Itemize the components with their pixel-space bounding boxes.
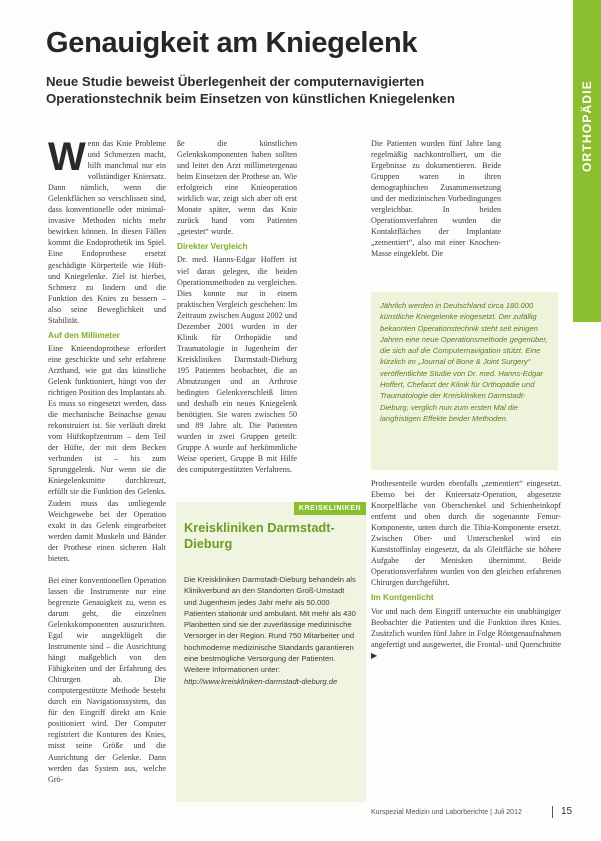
- text-column-1: [48, 135, 167, 785]
- info-box-web-intro: Weitere Informationen unter:: [184, 665, 281, 675]
- paragraph: Dr. med. Hanns-Edgar Hoffert ist viel daran gelegen, die beiden Operationsmethoden zu vergleichen. Dies konnte nur in einem praktischen Vergleich geschehen: Im Zeitraum zwischen August 2002 und Dezember 2001 wurden in der Klinik für Orthopädie und Traumatologie in Jugenheim der Kreiskliniken Darmstadt-Dieburg 195 Patienten beobachtet, die an Abnutzungen und an Arthrose bedingten Gelenkverschleiß litten und deshalb ein neues Kniegelenk benötigten. Sie waren zwischen 50 und 89 Jahre alt. Die Patienten wurden in zwei Gruppen geteilt: Gruppe A wurde auf herkömmliche Weise operiert, Gruppe B mit Hilfe des computergestützten Verfahrens.: [177, 255, 297, 475]
- info-box-title: Kreiskliniken Darmstadt-Dieburg: [184, 520, 335, 551]
- continue-arrow-icon: ▶: [371, 650, 378, 660]
- subtitle-millimeter: Auf den Millimeter: [48, 329, 120, 340]
- info-box-text: Die Kreiskliniken Darmstadt-Dieburg behandeln als Klinikverbund an den Standorten Groß-Umstadt und Jugenheim jedes Jahr mehr als 50.000 Patienten stationär und ambulant. Mit mehr als 430 Planbetten sind sie der zuverlässige medizinische Versorger in der Region. Rund 750 Mitarbeiter und hochmoderne medizinische Standards garantieren eine bestmögliche Versorgung der Patienten.: [184, 575, 356, 664]
- info-box: [176, 502, 366, 802]
- subhead-line-1: Neue Studie beweist Überlegenheit der computernavigierten: [46, 74, 425, 89]
- quote-text: Jährlich werden in Deutschland circa 180.000 künstliche Kniegelenke eingesetzt. Der zufällig bekannten Operationstechnik steht seit einigen Jahren eine neue Operationsmethode gegenüber, die sich auf die Computernavigation stützt. Eine kürzlich im „Journal of Bone & Joint Surgery“ veröffentlichte Studie von Dr. med. Hanns-Edgar Hoffert, Chefarzt der Klinik für Orthopädie und Traumatologie der Kreiskliniken Darmstadt-Dieburg, verglich nun zum ersten Mal die langfristigen Effekte beider Methoden.: [380, 301, 548, 423]
- section-ribbon: [573, 0, 601, 322]
- info-box-body: [184, 574, 356, 687]
- dropcap: W: [48, 135, 86, 179]
- paragraph: Bei einer konventionellen Operation lassen die Instrumente nur eine begrenzte Genauigkeit zu, wenn es darum geht, die einzelnen Gelenkskomponenten auszurichten. Egal wie ausgeklügelt die Instrumente sind – die Ausrichtung hängt maßgeblich von den Fähigkeiten und der Erfahrung des Chirurgen ab. Die computergestützte Methode besteht durch ein Navigationssystem, das für den Eingriff direkt am Knie positioniert wird. Der Computer registriert die Konturen des Knies, misst seine Größe und die Ausrichtung der Gelenke. Dann werden das System aus, welche Grö-: [48, 575, 166, 784]
- text-column-3: [371, 138, 501, 260]
- page-number: 15: [561, 806, 573, 817]
- footer-divider: [552, 806, 553, 818]
- article-headline: Genauigkeit am Kniegelenk: [46, 27, 418, 59]
- subhead-line-2: Operationstechnik beim Einsetzen von künstlichen Kniegelenken: [46, 91, 455, 106]
- paragraph: Vor und nach dem Eingriff untersuchte ein unabhängiger Beobachter die Patienten und die Funktion ihres Knies. Zusätzlich wurden fünf Jahre in Folge Röntgenaufnahmen angefertigt und ausgewertet, die Frontal- und Querschnitte ▶: [371, 606, 561, 660]
- section-tag: ORTHOPÄDIE: [580, 79, 595, 173]
- article-subhead: [46, 73, 561, 107]
- pull-quote: [371, 292, 558, 470]
- paragraph: ße die künstlichen Gelenkskomponenten haben sollten und leitet den Arzt millimetergenau beim Einsetzen der Prothese an. Wie erfolgreich eine Knieoperation wirklich war, zeigt sich aber oft erst Monate später, wenn das Knie zurück hand vom Patienten „getestet“ wurde.: [177, 139, 297, 237]
- subtitle-roentgen: Im Kontgenlicht: [371, 592, 434, 603]
- text-column-3-continued: [371, 478, 561, 661]
- info-box-url[interactable]: http://www.kreiskliniken-darmstadt-dieburg.de: [184, 676, 338, 686]
- footer-text: Kurspezial Medizin und Laborberichte | Juli 2012: [371, 809, 522, 816]
- text-column-2: [177, 138, 297, 475]
- info-box-label: KREISKLINIKEN: [294, 502, 366, 515]
- paragraph: Die Patienten wurden fünf Jahre lang regelmäßig nachkontrolliert, um die Ergebnisse zu dokumentieren. Beide Gruppen waren in ihren demographischen Zusammensetzung und der medizinischen Vorbedingungen vergleichbar. In beiden Operationsverfahren wurden die Kontaktflächen der Implantate „zementiert“, also mit einer Knochen-Masse eingeklebt. Die: [371, 139, 501, 259]
- intro-paragraph: Wenn das Knie Probleme und Schmerzen macht, hilft manchmal nur ein vollständiger Kniersatz. Dann nämlich, wenn die Gelenkflächen so verschlissen sind, dass konventionelle oder minimal-invasive Methoden nichts mehr bewirken können. In diesen Fällen kommt die Endoprothetik ins Spiel. Eine Endoprothese ersetzt geschädigte Körperteile wie Hüft- und Kniegelenke. Ziel ist hierbei, Schmerz zu lindern und die Funktion des Knies zu bessern – also seine Beweglichkeit und Stabilität.: [48, 135, 166, 325]
- paragraph: Eine Knieendoprothese erfordert eine geschickte und sehr erfahrene Arzthand, wie gut das künstliche Gelenk funktioniert, hängt von der richtigen Position des Implantats ab. Es muss so eingesetzt werden, dass die mechanische Beinachse genau rekonstruiert ist. Sie verläuft direkt vom Hüftkopfzentrum – dem Teil der Hüfte, der mit dem Becken verbunden ist – bis zum Sprunggelenk. Nur wenn sie die Kniegelenksmitte durchkreuzt, erfüllt sie die Funktion des Gelenks. Zudem muss das umliegende Weichgewebe bei der Operation exakt in das Gelenk eingearbeitet werden damit Muskeln und Bänder der Prothese einen sicheren Halt bieten.: [48, 343, 167, 563]
- subtitle-vergleich: Direkter Vergleich: [177, 241, 248, 252]
- paragraph: Prothesenteile wurden ebenfalls „zementiert“ eingesetzt. Ebenso bei der Knieersatz-Operation, abgesetzte Knorpelfläche von Oberschenkel und Schienbeinkopf entfernt und oben durch die sogenannte Femur-Komponente, unten durch die Tibia-Komponente ersetzt. Zwischen Ober- und Unterschenkel wird ein Kunststoffinlay eingesetzt, da als Gleitfläche sie höhere Aufgabe der Menisken übernimmt. Beide Operationsverfahren wurden von den gleichen erfahrenen Chirurgen durchgeführt.: [371, 479, 561, 588]
- page-footer: [371, 806, 571, 820]
